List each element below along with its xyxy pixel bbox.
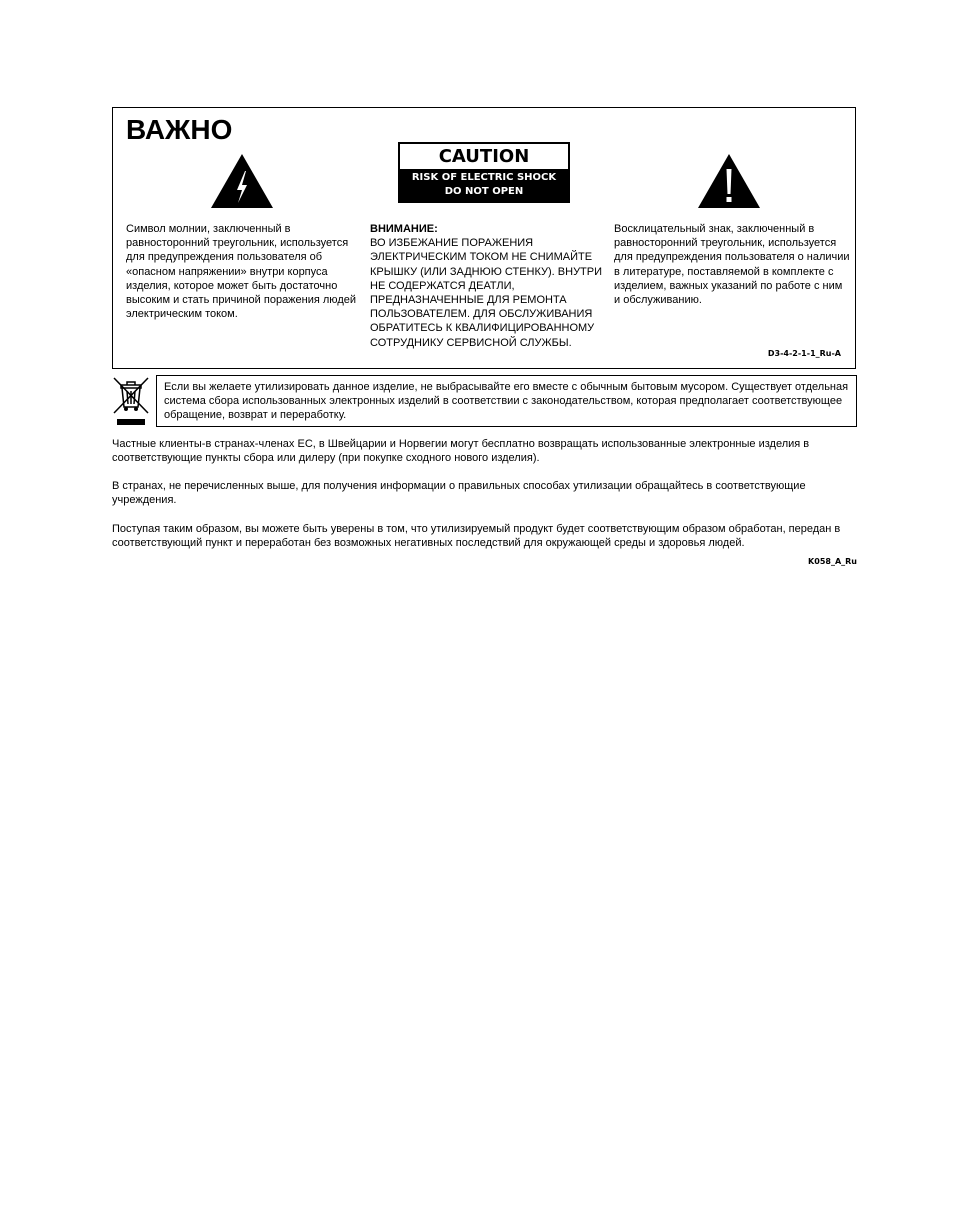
crossed-bin-icon [112, 375, 150, 427]
exclamation-warning-icon [696, 152, 762, 210]
caution-explanation [370, 222, 602, 350]
caution-line-2: DO NOT OPEN [444, 186, 524, 197]
weee-notice: Если вы желаете утилизировать данное изделие, не выбрасывайте его вместе с обычным бытовым мусором. Существует отдельная система сбора использованных электронных изделий в соответствии с законодательством, которая предполагает соответствующее обращение, возврат и переработку. [156, 375, 857, 427]
lightning-explanation: Символ молнии, заключенный в равносторонний треугольник, используется для предупреждения пользователя об «опасном напряжении» внутри корпуса изделия, которое может быть достаточно высоким и стать причиной поражения людей электрическим током. [126, 223, 356, 321]
page-title: ВАЖНО [126, 114, 233, 145]
caution-heading: CAUTION [438, 146, 530, 167]
caution-label [398, 142, 570, 203]
exclamation-explanation: Восклицательный знак, заключенный в равносторонний треугольник, используется для предупреждения пользователя о наличии в литературе, поставляемой в комплекте с изделием, важных указаний по работе с ним и обслуживанию. [614, 223, 850, 307]
paragraph-environment: Поступая таким образом, вы можете быть уверены в том, что утилизируемый продукт будет соответствующим образом обработан, передан в соответствующий пункт и переработан без возможных негативных последствий для окружающей среды и здоровья людей. [112, 523, 841, 550]
panel-code: D3-4-2-1-1_Ru-A [767, 349, 841, 358]
caution-warning [400, 169, 568, 201]
caution-explanation-heading: ВНИМАНИЕ: [370, 223, 438, 235]
safety-notice-panel [112, 107, 856, 369]
paragraph-other-countries: В странах, не перечисленных выше, для получения информации о правильных способах утилизации обращайтесь в соответствующие учреждения. [112, 480, 806, 507]
caution-explanation-text: ВО ИЗБЕЖАНИЕ ПОРАЖЕНИЯ ЭЛЕКТРИЧЕСКИМ ТОКОМ НЕ СНИМАЙТЕ КРЫШКУ (ИЛИ ЗАДНЮЮ СТЕНКУ). ВНУТРИ НЕ СОДЕРЖАТСЯ ДЕАТЛИ, ПРЕДНАЗНАЧЕННЫЕ ДЛЯ РЕМОНТА ПОЛЬЗОВАТЕЛЕМ. ДЛЯ ОБСЛУЖИВАНИЯ ОБРАТИТЕСЬ К КВАЛИФИЦИРОВАННОМУ СОТРУДНИКУ СЕРВИСНОЙ СЛУЖБЫ. [370, 237, 603, 349]
caution-line-1: RISK OF ELECTRIC SHOCK [411, 172, 557, 183]
paragraph-eu-customers: Частные клиенты-в странах-членах ЕС, в Швейцарии и Норвегии могут бесплатно возвращать использованные электронные изделия в соответствующие пункты сбора или дилеру (при покупке сходного нового изделия). [112, 438, 810, 465]
lightning-warning-icon [209, 152, 275, 210]
footer-code: K058_A_Ru [808, 557, 857, 566]
